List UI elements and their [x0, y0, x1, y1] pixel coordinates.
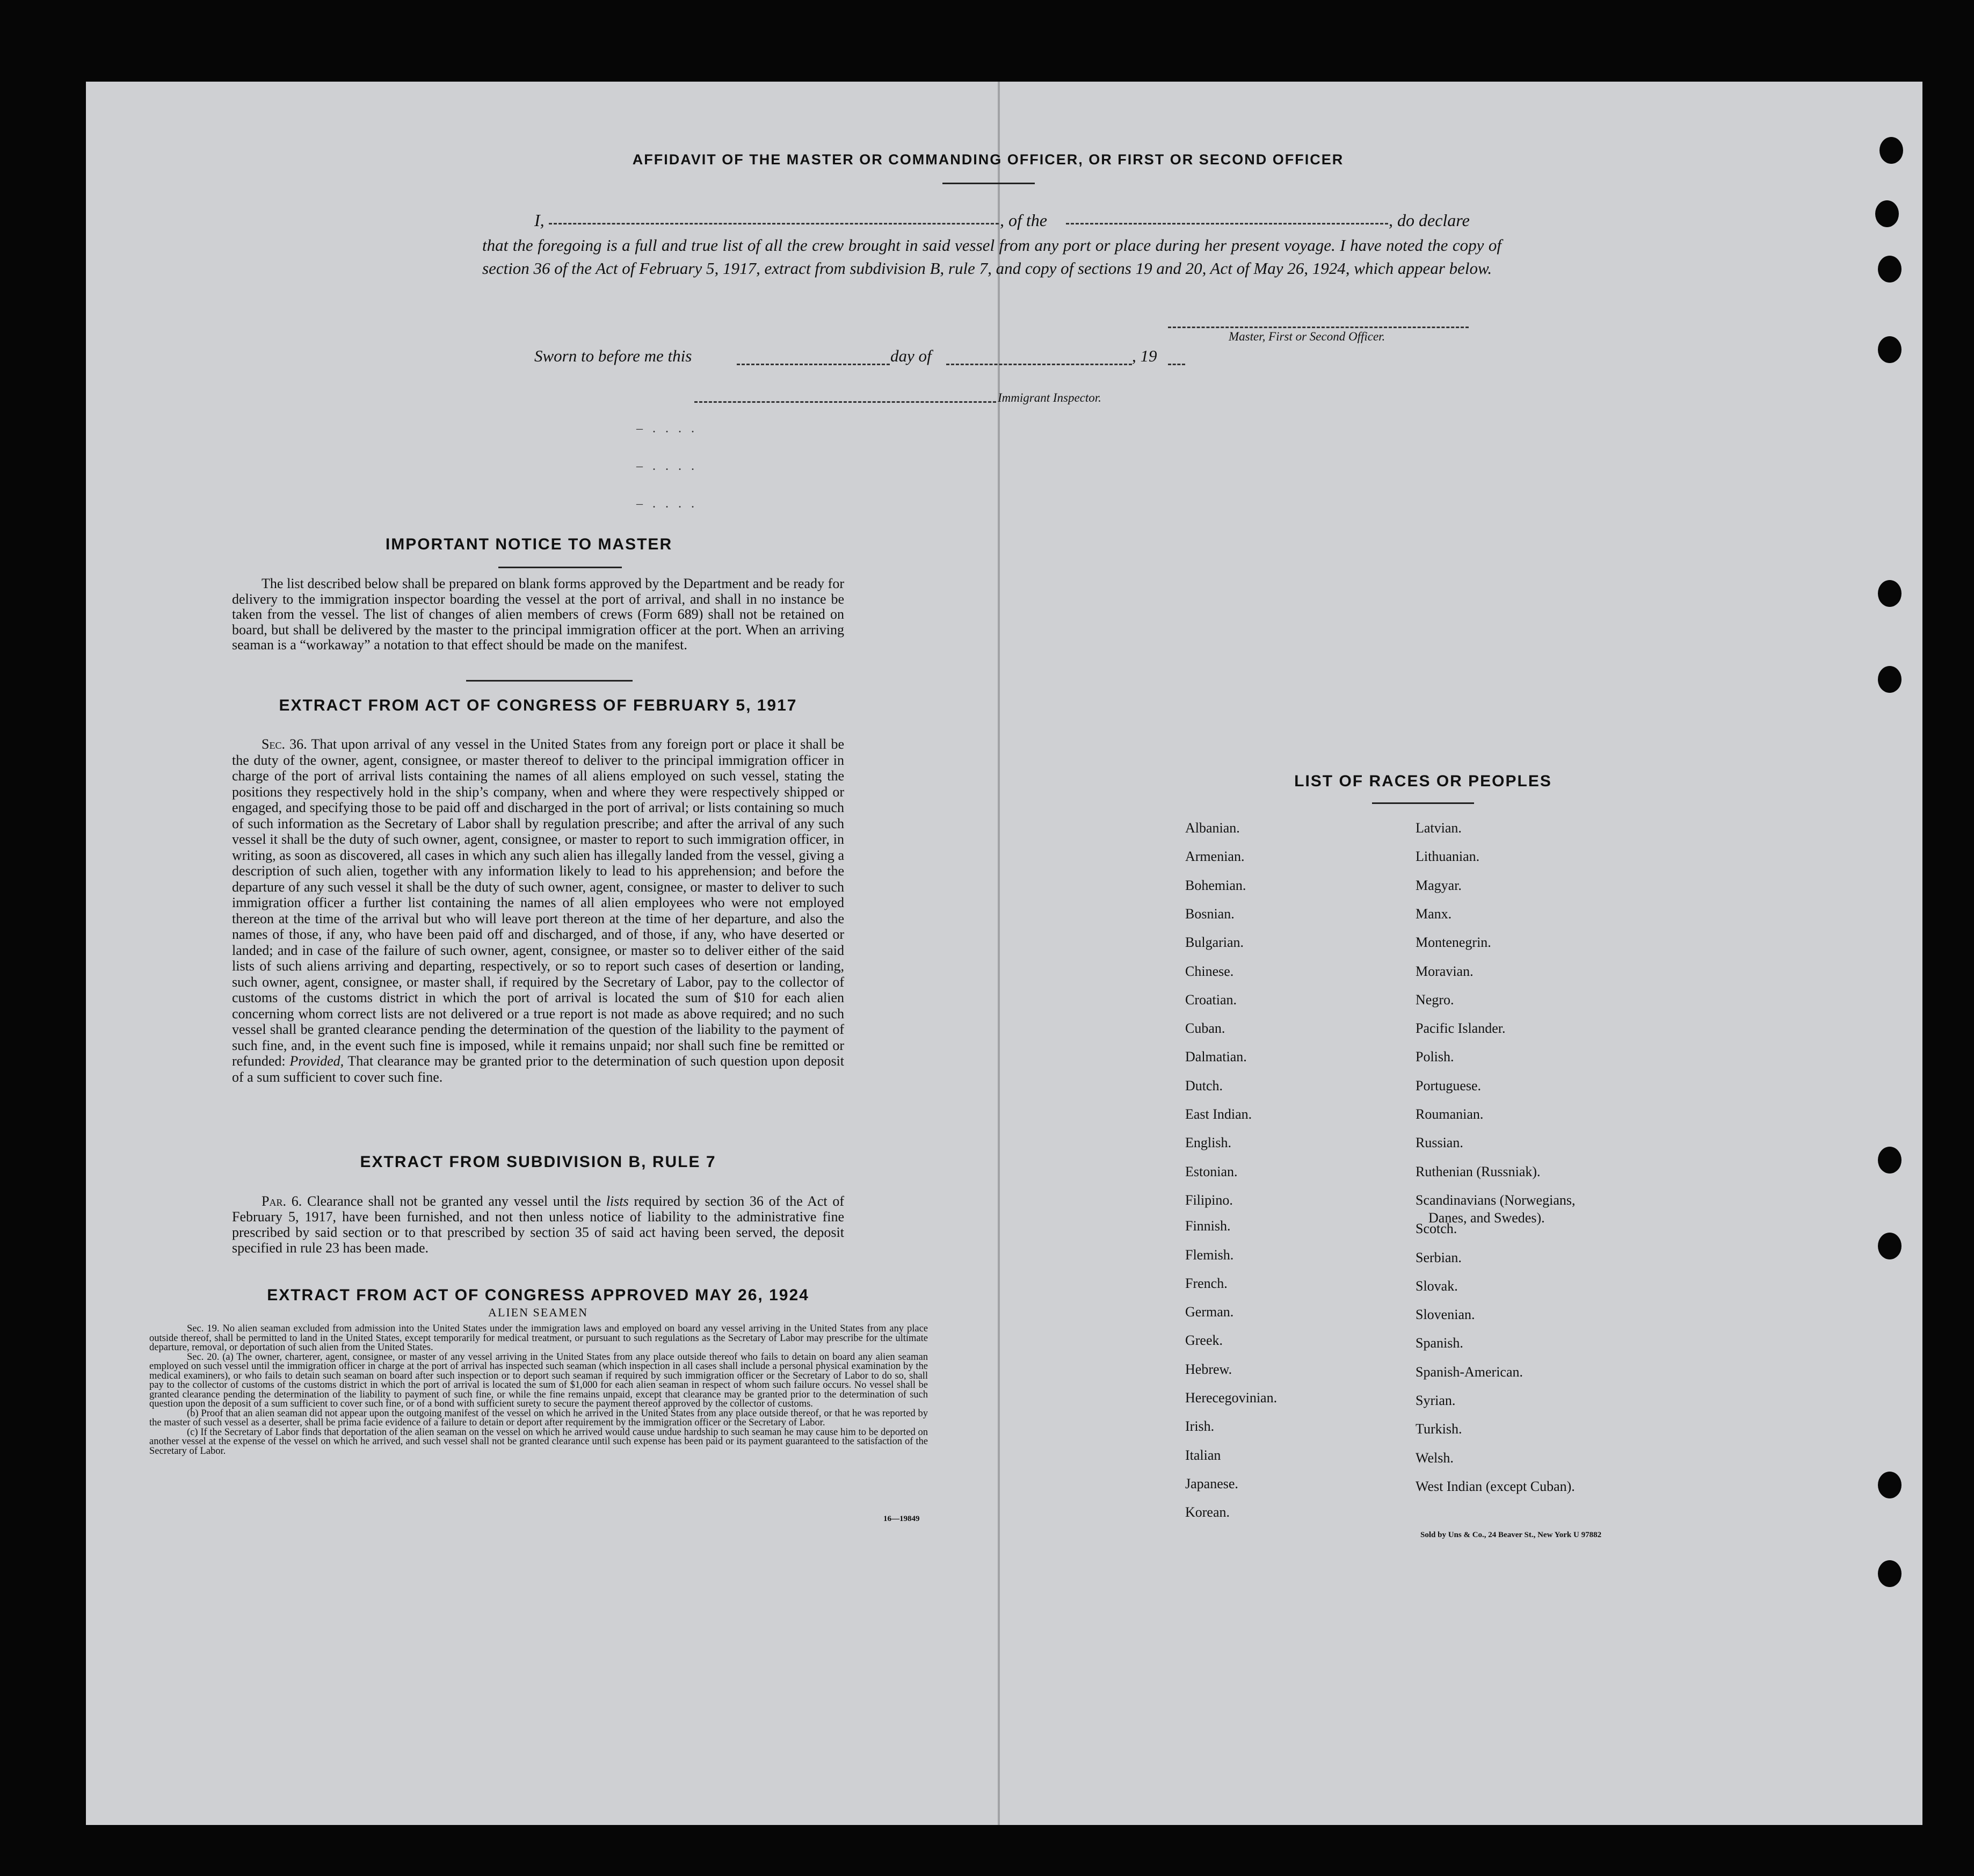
races-title: LIST OF RACES OR PEOPLES	[1294, 772, 1552, 790]
month-blank[interactable]	[946, 364, 1132, 365]
par-6-text-a: Clearance shall not be granted any vessel until the	[307, 1193, 601, 1209]
race-item: Serbian.	[1416, 1249, 1462, 1265]
year-blank[interactable]	[1168, 364, 1185, 365]
race-item: Croatian.	[1185, 991, 1237, 1008]
binder-hole	[1878, 666, 1902, 693]
race-item: Spanish.	[1416, 1335, 1463, 1351]
alien-seamen-subtitle: ALIEN SEAMEN	[488, 1306, 588, 1319]
race-item: Filipino.	[1185, 1192, 1233, 1208]
day-blank[interactable]	[737, 364, 890, 365]
affidavit-i-label: I,	[534, 211, 545, 230]
par-6-text-b: required by section 36 of the Act of February 5, 1917, have been furnished, and not then unless notice of liability to the administrative fine prescribed by said section or to that prescribed by section 35 of said act having been served, the deposit specified in rule 23 has been made.	[232, 1193, 845, 1256]
race-item: Bosnian.	[1185, 906, 1235, 922]
binder-hole	[1875, 200, 1899, 227]
title-rule	[942, 183, 1035, 184]
race-item: Albanian.	[1185, 820, 1240, 836]
race-item: Greek.	[1185, 1332, 1223, 1349]
race-item: Pacific Islander.	[1416, 1020, 1506, 1037]
race-item: Slovak.	[1416, 1278, 1458, 1294]
year-label: , 19	[1132, 346, 1157, 365]
race-item: Italian	[1185, 1447, 1221, 1463]
race-item: Montenegrin.	[1416, 935, 1491, 951]
race-item: Negro.	[1416, 991, 1454, 1008]
sec-20b-text: (b) Proof that an alien seaman did not appear upon the outgoing manifest of the vessel on which he arrived in the United States from any place outside thereof, or that he was reported by the master of such vessel as a deserter, shall be prima facie evidence of a failure to detain or deport after requirement by the immigration officer or the Secretary of Labor.	[149, 1408, 928, 1428]
race-item: Polish.	[1416, 1049, 1454, 1065]
binder-hole	[1878, 580, 1902, 607]
race-item: Roumanian.	[1416, 1106, 1484, 1122]
sec-20c-text: (c) If the Secretary of Labor finds that deportation of the alien seaman on the vessel on which he arrived would cause undue hardship to such seaman he may cause him to be deported on another vessel at the expense of the vessel on which he arrived, and such vessel shall not be granted clearance until such expense has been paid or its payment guaranteed to the satisfaction of the Secretary of Labor.	[149, 1426, 928, 1457]
race-item: Scotch.	[1416, 1221, 1457, 1237]
extract-rule7-title: EXTRACT FROM SUBDIVISION B, RULE 7	[360, 1153, 716, 1171]
race-item: Latvian.	[1416, 820, 1462, 836]
binder-hole	[1878, 1560, 1902, 1587]
race-item: Flemish.	[1185, 1247, 1234, 1263]
race-item: Moravian.	[1416, 963, 1474, 979]
extract-rule7-body	[232, 1193, 844, 1256]
binder-hole	[1878, 256, 1902, 283]
race-item: Magyar.	[1416, 877, 1462, 893]
affidavit-body: that the foregoing is a full and true list of all the crew brought in said vessel from any port or place during her present voyage. I have noted the copy of section 36 of the Act of February 5, 1917, extract from subdivision B, rule 7, and copy of sections 19 and 20, Act of May 26, 1924, which appear below.	[482, 236, 1501, 278]
page-fold	[998, 82, 1000, 1825]
form-number: 16—19849	[883, 1515, 920, 1523]
race-item: Armenian.	[1185, 849, 1245, 865]
race-item: Irish.	[1185, 1418, 1215, 1435]
race-item: West Indian (except Cuban).	[1416, 1478, 1575, 1494]
race-item: East Indian.	[1185, 1106, 1252, 1122]
section-rule	[466, 680, 633, 682]
race-item: Finnish.	[1185, 1218, 1231, 1234]
notice-title: IMPORTANT NOTICE TO MASTER	[385, 535, 673, 553]
races-rule	[1372, 802, 1474, 804]
race-item: Slovenian.	[1416, 1307, 1475, 1323]
race-item: Korean.	[1185, 1504, 1230, 1520]
race-item: German.	[1185, 1304, 1234, 1320]
binder-hole	[1878, 1233, 1902, 1259]
race-item: Japanese.	[1185, 1475, 1238, 1491]
day-of-label: day of	[890, 346, 932, 365]
race-item: Spanish-American.	[1416, 1364, 1523, 1380]
affidavit-title: AFFIDAVIT OF THE MASTER OR COMMANDING OFFICER, OR FIRST OR SECOND OFFICER	[632, 151, 1344, 168]
race-item: Bulgarian.	[1185, 935, 1244, 951]
printer-imprint: Sold by Uns & Co., 24 Beaver St., New York U 97882	[1420, 1531, 1602, 1539]
vessel-blank[interactable]	[1066, 223, 1388, 224]
par-6-label: Par. 6.	[262, 1193, 302, 1209]
race-item: Portuguese.	[1416, 1077, 1482, 1093]
race-item: Scandinavians (Norwegians,	[1416, 1192, 1576, 1208]
race-item: Lithuanian.	[1416, 849, 1480, 865]
race-item: Welsh.	[1416, 1450, 1454, 1466]
extract-1924-title: EXTRACT FROM ACT OF CONGRESS APPROVED MAY 26, 1924	[267, 1286, 809, 1304]
race-item: Turkish.	[1416, 1421, 1462, 1437]
race-item: Manx.	[1416, 906, 1452, 922]
dot-marks: – . . . .	[636, 459, 698, 473]
race-item: Hebrew.	[1185, 1361, 1232, 1377]
inspector-blank[interactable]	[694, 401, 996, 403]
binder-hole	[1878, 336, 1902, 363]
sec-36-end: That clearance may be granted prior to the determination of such question upon deposit of a sum sufficient to cover such fine.	[232, 1053, 845, 1085]
binder-hole	[1879, 137, 1903, 164]
affidavit-of-the-label: , of the	[1000, 211, 1047, 230]
race-item: Estonian.	[1185, 1163, 1238, 1179]
race-item: Dalmatian.	[1185, 1049, 1247, 1065]
sec-36-label: Sec. 36.	[262, 736, 307, 752]
dot-marks: – . . . .	[636, 422, 698, 436]
race-item: Russian.	[1416, 1135, 1463, 1151]
race-item: English.	[1185, 1135, 1231, 1151]
race-item: Dutch.	[1185, 1077, 1223, 1093]
lists-word: lists	[606, 1193, 629, 1209]
sec-36-text: That upon arrival of any vessel in the United States from any foreign port or place it shall be the duty of the owner, agent, consignee, or master thereof to deliver to the principal immigration officer in charge of the port of arrival lists containing the names of all aliens employed on such vessel, stating the positions they respectively hold in the ship’s company, when and where they were respectively shipped or engaged, and specifying those to be paid off and discharged in the port of arrival; or lists containing so much of such information as the Secretary of Labor shall by regulation prescribe; and after the arrival of any such vessel it shall be the duty of such owner, agent, consignee, or master to report to such immigration officer, in writing, as soon as discovered, all cases in which any such alien has illegally landed from the vessel, giving a description of such alien, together with any information likely to lead to his apprehension; and before the departure of any such vessel it shall be the duty of such owner, agent, consignee, or master to deliver to such immigration officer a further list containing the names of all alien employees who were not employed thereon at the time of the arrival but who will leave port thereon at the time of her departure, and also the names of those, if any, who have been paid off and discharged, and of those, if any, who have deserted or landed; and in case of the failure of such owner, agent, consignee, or master so to deliver either of the said lists of such aliens arriving and departing, respectively, or so to report such cases of desertion or landing, such owner, agent, consignee, or master shall, if required by the Secretary of Labor, pay to the collector of customs of the customs district in which the port of arrival is located the sum of $10 for each alien concerning whom correct lists are not delivered or a true report is not made as above required; and no such vessel shall be granted clearance pending the determination of the question of the liability to the payment of such fine, and, in the event such fine is imposed, while it remains unpaid; nor shall such fine be remitted or refunded:	[232, 736, 844, 1069]
sec-20a-text: Sec. 20. (a) The owner, charterer, agent, consignee, or master of any vessel arriving in the United States from any place outside thereof who fails to detain on board any alien seaman employed on such vessel until the immigration officer in charge at the port of arrival has inspected such seaman (which inspection in all cases shall include a personal physical examination by the medical examiners), or who fails to detain such seaman on board after such inspection or to deport such seaman if required by such immigration officer or the Secretary of Labor to do so, shall pay to the collector of customs of the customs district in which the port of arrival is located the sum of $1,000 for each alien seaman in respect of whom such failure occurs. No vessel shall be granted clearance pending the determination of the liability to payment of such fine, or while the fine remains unpaid, except that clearance may be granted prior to the determination of such question upon the deposit of a sum sufficient to cover such fine, or of a bond with sufficient surety to secure the payment thereof approved by the collector of customs.	[149, 1351, 928, 1409]
sec-19-text: Sec. 19. No alien seaman excluded from admission into the United States under the immigration laws and employed on board any vessel arriving in the United States from any place outside thereof, shall be permitted to land in the United States, except temporarily for medical treatment, or pursuant to such regulations as the Secretary of Labor may prescribe for the ultimate departure, removal, or deportation of such alien from the United States.	[149, 1323, 928, 1353]
race-item: French.	[1185, 1275, 1228, 1291]
race-item: Danes, and Swedes).	[1428, 1209, 1545, 1226]
binder-hole	[1878, 1147, 1902, 1174]
race-item: Bohemian.	[1185, 877, 1246, 893]
inspector-label: Immigrant Inspector.	[998, 391, 1101, 404]
sworn-label: Sworn to before me this	[534, 346, 692, 365]
master-label: Master, First or Second Officer.	[1229, 330, 1385, 343]
race-item: Herecegovinian.	[1185, 1390, 1278, 1406]
binder-hole	[1878, 1472, 1902, 1498]
race-item: Chinese.	[1185, 963, 1234, 979]
race-item: Cuban.	[1185, 1020, 1225, 1037]
notice-rule	[498, 567, 622, 568]
extract-1917-title: EXTRACT FROM ACT OF CONGRESS OF FEBRUARY 5, 1917	[279, 697, 797, 714]
race-item: Ruthenian (Russniak).	[1416, 1163, 1541, 1179]
extract-1924-body	[149, 1324, 928, 1456]
provided-word: Provided,	[289, 1053, 344, 1069]
name-blank[interactable]	[549, 223, 999, 224]
dot-marks: – . . . .	[636, 497, 698, 511]
notice-body: The list described below shall be prepared on blank forms approved by the Department and be ready for delivery to the immigration inspector boarding the vessel at the port of arrival, and shall in no instance be taken from the vessel. The list of changes of alien members of crews (Form 689) shall not be retained on board, but shall be delivered by the master to the principal immigration officer at the port. When an arriving seaman is a “workaway” a notation to that effect should be made on the manifest.	[232, 576, 844, 653]
affidavit-declare-label: , do declare	[1389, 211, 1470, 230]
signature-blank[interactable]	[1168, 327, 1469, 328]
extract-1917-body	[232, 736, 844, 1085]
race-item: Syrian.	[1416, 1393, 1456, 1408]
